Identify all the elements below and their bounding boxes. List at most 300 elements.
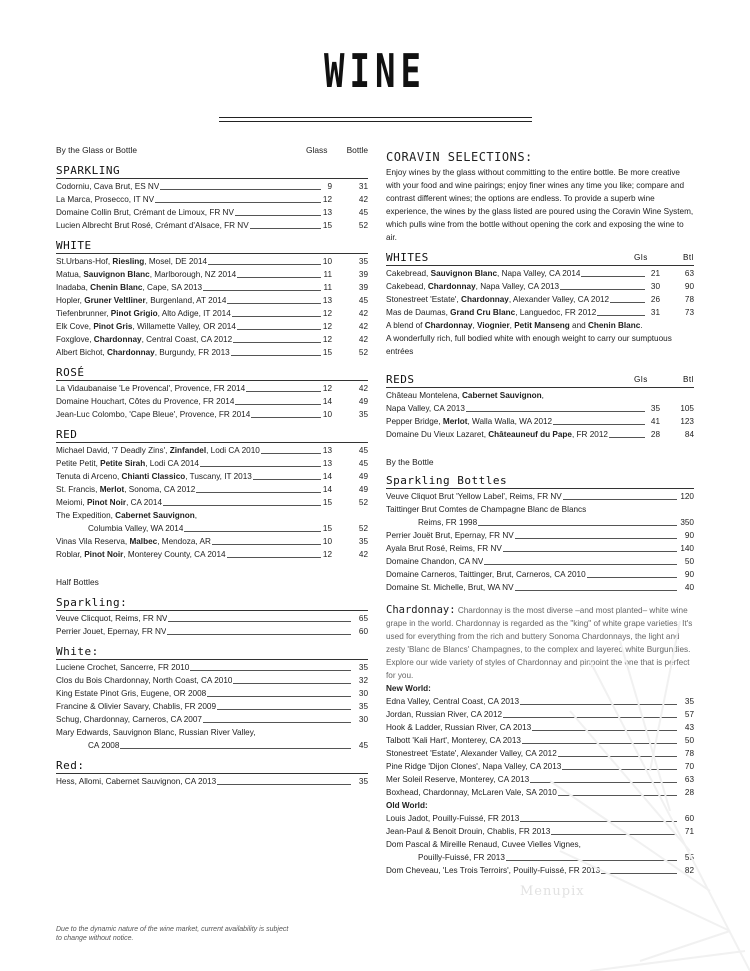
wine-name [386,825,550,838]
wine-text: La Vidaubanaise 'Le Provencal', Provence, FR 2014 [56,384,246,393]
wine-name [56,333,232,346]
wine-text: Jean-Paul & Benoit Drouin, Chablis, FR 2013 [386,827,551,836]
leader-line [563,499,677,500]
bottle-price: 35 [358,663,368,672]
leader-line [609,437,645,438]
wine-text: Mer Soleil Reserve, Monterey, CA 2013 [386,775,530,784]
leader-line [196,492,321,493]
wine-grape: Grand Cru Blanc [450,308,516,317]
bottle-price: 45 [358,459,368,468]
blend-text: , [509,321,515,330]
wine-text: Pouilly-Fuissé, FR 2013 [418,853,505,862]
wine-row [386,415,694,428]
leader-line [203,722,351,723]
section-divider [56,773,368,774]
wine-name [386,542,502,555]
wine-text: Stonestreet 'Estate', Alexander Valley, CA 2012 [386,749,557,758]
wine-row [56,193,368,206]
glass-price: 15 [322,221,332,230]
wine-text: Stonestreet 'Estate', [386,295,462,304]
wine-text: , CA 2014 [126,498,163,507]
bottle-price: 39 [358,283,368,292]
wine-name [56,674,232,687]
bottle-price: 31 [358,182,368,191]
wine-row [386,516,694,529]
wine-text: , FR 2012 [571,430,608,439]
wine-grape: Zinfandel [169,446,207,455]
wine-row [56,281,368,294]
coravin-whites [386,267,694,319]
leader-line [231,355,321,356]
reds-header [386,372,694,387]
wine-text: , Burgundy, FR 2013 [154,348,230,357]
glass-price: 28 [650,430,660,439]
bottle-price: 42 [358,322,368,331]
reds-btl-label: Btl [682,375,694,384]
wine-text: , Walla Walla, WA 2012 [467,417,553,426]
section-heading: ROSÉ [56,366,85,379]
leader-line [251,417,321,418]
bottle-price: 55 [684,853,694,862]
glass-price: 26 [650,295,660,304]
bottle-price: 30 [358,689,368,698]
wine-name [56,496,162,509]
bottle-price: 35 [358,537,368,546]
glass-price: 11 [323,270,332,279]
glass-sections [56,163,368,561]
wine-text: Talbott 'Kali Hart', Monterey, CA 2013 [386,736,521,745]
glass-price: 41 [650,417,660,426]
leader-line [515,538,677,539]
bottle-price: 63 [684,269,694,278]
wine-name [56,726,255,739]
wine-text: St. Francis, [56,485,100,494]
wine-row [56,775,368,788]
wine-row [56,255,368,268]
wine-text: Jean-Luc Colombo, 'Cape Bleue', Provence, FR 2014 [56,410,251,419]
wine-text: Napa Valley, CA 2013 [386,404,465,413]
watermark-text: Menupix [520,884,585,899]
wine-text: Hook & Ladder, Russian River, CA 2013 [386,723,532,732]
blend-grape: Petit Manseng [514,321,570,330]
wine-name [56,346,230,359]
glass-price: 13 [322,446,332,455]
chardonnay-heading: Chardonnay: [386,604,456,616]
whites-heading: WHITES [386,251,429,264]
glass-price: 30 [650,282,660,291]
wine-text: , Tuscany, IT 2013 [185,472,252,481]
leader-line [478,525,677,526]
section-heading: Red: [56,759,85,772]
wine-text: Dom Cheveau, 'Les Trois Terroirs', Pouilly-Fuissé, FR 2013 [386,866,601,875]
wine-text: Roblar, [56,550,85,559]
wine-name [386,581,514,594]
leader-line [163,505,321,506]
wine-text: Meiomi, [56,498,87,507]
wine-row [386,293,694,306]
bottle-price: 45 [358,296,368,305]
wine-name [56,470,252,483]
bottle-price: 42 [358,550,368,559]
wine-text: Hopler, [56,296,85,305]
wine-text: Schug, Chardonnay, Carneros, CA 2007 [56,715,202,724]
wine-name [56,535,211,548]
wine-text: Domaine Houchart, Côtes du Provence, FR 2014 [56,397,235,406]
wine-row [386,389,694,402]
bottle-price: 57 [684,710,694,719]
wine-row [56,206,368,219]
glass-price: 13 [322,208,332,217]
leader-line [203,290,321,291]
wine-row [56,470,368,483]
wine-name [56,408,250,421]
wine-text: , Alto Adige, IT 2014 [157,309,231,318]
blend-grape: Viognier [477,321,510,330]
section-divider [56,178,368,179]
bottle-price: 120 [680,492,694,501]
wine-text: Domaine Carneros, Taittinger, Brut, Carneros, CA 2010 [386,570,586,579]
leaf-watermark-icon [530,551,750,971]
wine-text: , Central Coast, CA 2012 [141,335,233,344]
bottle-price: 90 [684,570,694,579]
wine-name: Château Montelena, Cabernet Sauvignon, [386,391,544,400]
wine-name [386,695,519,708]
wine-row [56,625,368,638]
wine-name [386,851,505,864]
blend-line [386,319,694,332]
leader-line [237,329,321,330]
glass-price: 15 [322,524,332,533]
wine-name [386,503,586,516]
wine-text: Domaine Collin Brut, Crémant de Limoux, FR NV [56,208,234,217]
glass-heading: By the Glass or Bottle [56,144,137,155]
bottle-price: 52 [358,221,368,230]
leader-line [217,709,351,710]
blend-text: and [569,321,588,330]
glass-price: 31 [650,308,660,317]
bottle-price: 52 [358,498,368,507]
wine-text: , Lodi CA 2010 [206,446,260,455]
wine-name [56,320,236,333]
wine-text: Ayala Brut Rosé, Reims, FR NV [386,544,502,553]
section-heading: White: [56,645,99,658]
wine-grape: Merlot [442,417,468,426]
wine-row [56,661,368,674]
glass-price: 15 [322,348,332,357]
wine-text: Inadaba, [56,283,91,292]
wine-row [56,307,368,320]
wine-text: Albert Bichot, [56,348,107,357]
wine-name [56,612,167,625]
wine-row [386,503,694,516]
section-heading: Sparkling: [56,596,128,609]
wine-grape: Chardonnay [461,295,509,304]
wine-text: Elk Cove, [56,322,94,331]
wine-name [56,687,206,700]
leader-line [560,289,645,290]
leader-line [160,189,321,190]
wine-grape: Sauvignon Blanc [430,269,498,278]
wine-text: , Burgenland, AT 2014 [145,296,227,305]
wine-text: Matua, [56,270,84,279]
glass-price: 13 [322,459,332,468]
chardonnay-text: Chardonnay is the most diverse –and most planted– white wine grape in the world. Chardonnay is regarded as the "king" of white grape varieties. It's used for everything from the rich and buttery Sonoma Chardonnays, the light and zesty 'Blanc de Blancs' Champagnes, to the complex and layered white Burgundies. Explore our wide variety of styles of Chardonnay and pinpoint the one that is perfect for you. [386,606,693,680]
leader-line [232,316,321,317]
wine-name [56,193,154,206]
leader-line [466,411,645,412]
wine-row [56,535,368,548]
whites-gls-label: Gls [634,253,648,262]
wine-grape: Chenin Blanc [90,283,143,292]
wine-row [386,306,694,319]
leader-line [217,784,351,785]
bottle-price: 28 [684,788,694,797]
wine-name [56,509,197,522]
blend-text: A blend of [386,321,425,330]
wine-grape: Pinot Noir [84,550,124,559]
page-title: WINE [324,45,426,99]
section-heading: WHITE [56,239,92,252]
wine-name [56,522,183,535]
leader-line [200,466,321,467]
title-rule-top [219,117,532,118]
wine-text: Pepper Bridge, [386,417,443,426]
bottle-price: 84 [684,430,694,439]
bottle-price: 49 [358,397,368,406]
wine-grape: Sauvignon Blanc [83,270,150,279]
wine-grape: Riesling [112,257,145,266]
coravin-intro: Enjoy wines by the glass without committing to the entire bottle. Be more creative with your food and wine pairings; enjoy finer wines any time you like; compare and contrast different wines; the options are endless. To provide a superb wine experience, the wines by the glass listed are poured using the Coravin Wine System, which pulls wine from the bottle without opening the cork and exposing the wine to air. [386,168,694,242]
bottle-price: 45 [358,208,368,217]
whites-divider [386,265,694,266]
wine-text: Tiefenbrunner, [56,309,111,318]
leader-line [235,404,321,405]
wine-text: Veuve Clicquot, Reims, FR NV [56,614,168,623]
wine-row [56,700,368,713]
wine-text: Edna Valley, Central Coast, CA 2013 [386,697,520,706]
reds-gls-label: Gls [634,375,648,384]
bottle-price: 350 [680,518,694,527]
wine-row [56,674,368,687]
wine-row [56,687,368,700]
leader-line [184,531,321,532]
wine-text: , Alexander Valley, CA 2012 [508,295,610,304]
sparkling-bottles-heading: Sparkling Bottles [386,474,508,487]
bottle-price: 52 [358,348,368,357]
wine-text: King Estate Pinot Gris, Eugene, OR 2008 [56,689,207,698]
leader-line [208,264,321,265]
wine-text: Louis Jadot, Pouilly-Fuissé, FR 2013 [386,814,520,823]
leader-line [581,276,645,277]
wine-grape: Malbec [129,537,158,546]
old-world-heading: Old World: [386,801,428,810]
glass-price: 15 [322,498,332,507]
blend-text: . [640,321,643,330]
wine-grape: Chardonnay [106,348,155,357]
section-divider [56,380,368,381]
wine-row [56,713,368,726]
section-divider [56,442,368,443]
wine-text: Luciene Crochet, Sancerre, FR 2010 [56,663,190,672]
glass-price: 11 [323,283,332,292]
wine-grape: Petite Sirah [100,459,146,468]
bottle-price: 42 [358,309,368,318]
wine-row [386,280,694,293]
wine-name [56,775,216,788]
wine-grape: Châteauneuf du Pape [488,430,572,439]
reds-divider [386,387,694,388]
bottle-price: 65 [358,614,368,623]
wine-text: Tenuta di Arceno, [56,472,122,481]
wine-row [56,548,368,561]
wine-row [386,428,694,441]
leader-line [227,557,321,558]
bottle-price: 42 [358,195,368,204]
leader-line [553,424,645,425]
section-divider [56,659,368,660]
wine-name [386,267,580,280]
bottle-price: 90 [684,282,694,291]
glass-price: 10 [322,410,332,419]
bottle-price: 35 [358,777,368,786]
leader-line [246,391,321,392]
wine-name [56,661,189,674]
wine-name [386,555,483,568]
leader-line [167,634,351,635]
leader-line [233,342,321,343]
wine-text: Vinas Vila Reserva, [56,537,130,546]
wine-name [386,734,521,747]
left-column [56,143,368,788]
bottle-price: 73 [684,308,694,317]
leader-line [261,453,321,454]
wine-name [56,382,245,395]
title-rule-bottom [219,121,532,122]
wine-row [56,382,368,395]
wine-row [56,320,368,333]
wine-text: Foxglove, [56,335,94,344]
wine-row [56,268,368,281]
wine-name [56,548,226,561]
reds-heading: REDS [386,373,415,386]
wine-row [56,444,368,457]
section-heading: RED [56,428,78,441]
wine-text: Codorniu, Cava Brut, ES NV [56,182,160,191]
bottle-price: 78 [684,295,694,304]
wine-row [56,219,368,232]
wine-text: The Expedition, [56,511,116,520]
wine-text: , Napa Valley, CA 2013 [475,282,560,291]
wine-text: Columbia Valley, WA 2014 [88,524,184,533]
coravin-heading: CORAVIN SELECTIONS: [386,150,533,164]
leader-line [250,228,321,229]
wine-row [386,402,694,415]
wine-text: St.Urbans-Hof, [56,257,113,266]
wine-row [386,267,694,280]
leader-line [597,315,645,316]
wine-text: , Languedoc, FR 2012 [515,308,597,317]
bottle-price: 39 [358,270,368,279]
wine-text: , Monterey County, CA 2014 [123,550,226,559]
wine-row [56,346,368,359]
wine-name [56,206,234,219]
bottle-price: 30 [358,715,368,724]
wine-name [386,516,477,529]
leader-line [253,479,321,480]
bottle-price: 123 [680,417,694,426]
wine-text: , Mosel, DE 2014 [144,257,208,266]
bottle-price: 90 [684,531,694,540]
wine-name [56,307,231,320]
wine-text: , Marlborough, NZ 2014 [149,270,237,279]
leader-line [212,544,321,545]
wine-text: Perrier Jouët Brut, Epernay, FR NV [386,531,514,540]
wine-row [56,333,368,346]
section-heading: SPARKLING [56,164,121,177]
wine-name [56,294,226,307]
wine-name [386,306,596,319]
wine-text: Cakebead, [386,282,428,291]
leader-line [227,303,321,304]
wine-name [56,625,166,638]
wine-text: , Sonoma, CA 2012 [124,485,196,494]
wine-text: Michael David, '7 Deadly Zins', [56,446,170,455]
wine-row [56,483,368,496]
bottle-price: 60 [684,814,694,823]
wine-row [386,490,694,503]
bottle-price: 63 [684,775,694,784]
coravin-reds [386,402,694,441]
wine-text: Francine & Olivier Savary, Chablis, FR 2009 [56,702,217,711]
wine-text: CA 2008 [88,741,120,750]
wine-text: Reims, FR 1998 [418,518,478,527]
glass-price: 21 [650,269,660,278]
leader-line [120,748,351,749]
wine-row [56,180,368,193]
glass-price: 10 [322,257,332,266]
wine-name [386,490,562,503]
glass-price: 12 [322,195,332,204]
section-divider [56,610,368,611]
glass-price: 10 [322,537,332,546]
wine-text: Dom Pascal & Mireille Renaud, Cuvee Vielles Vignes, [386,840,581,849]
footer-note: Due to the dynamic nature of the wine market, current availability is subject to change without notice. [56,926,289,942]
wine-name [386,402,465,415]
wine-text: La Marca, Prosecco, IT NV [56,195,155,204]
leader-line [610,302,645,303]
wine-name [386,773,529,786]
leader-line [233,683,351,684]
wine-name [56,268,236,281]
wine-grape: Cabernet Sauvignon [115,511,195,520]
bottle-heading: By the Bottle [386,457,434,467]
glass-price: 14 [322,485,332,494]
glass-header [56,143,368,157]
bottle-price: 43 [684,723,694,732]
glass-price: 12 [322,550,332,559]
wine-grape: Chardonnay [427,282,476,291]
wine-text: Mas de Daumas, [386,308,451,317]
bottle-price: 71 [684,827,694,836]
bottle-price: 70 [684,762,694,771]
glass-price: 12 [322,335,332,344]
blend-grape: Chardonnay [424,321,473,330]
bottle-col-label: Bottle [346,144,368,155]
wine-row [56,509,368,522]
wine-grape: Chardonnay [93,335,142,344]
bottle-price: 60 [358,627,368,636]
wine-grape: Merlot [99,485,125,494]
